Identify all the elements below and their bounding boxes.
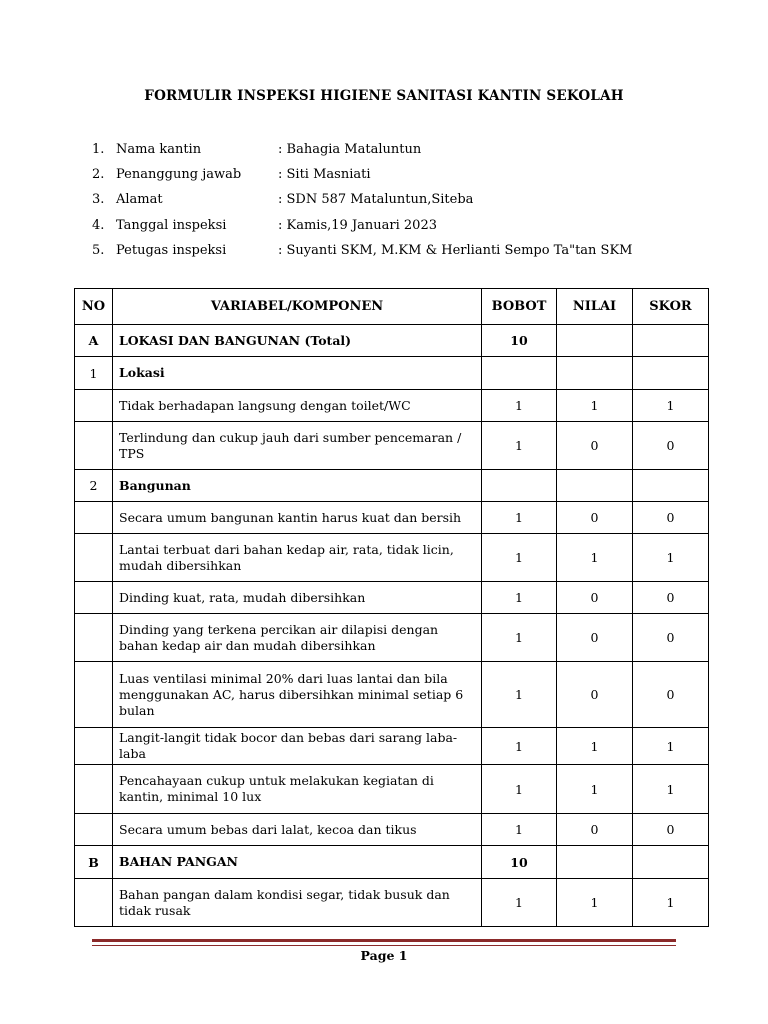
cell-nilai: 0 [557,814,633,846]
info-value: : Siti Masniati [278,167,371,183]
cell-variable: Terlindung dan cukup jauh dari sumber pencemaran / TPS [113,422,482,470]
cell-no [75,728,113,765]
cell-nilai: 1 [557,728,633,765]
cell-bobot: 1 [482,582,557,614]
table-row [75,765,709,814]
cell-variable: Bahan pangan dalam kondisi segar, tidak busuk dan tidak rusak [113,879,482,927]
cell-nilai: 1 [557,765,633,814]
table-row [75,728,709,765]
section-row [75,846,709,879]
cell-skor [633,470,709,502]
cell-no: B [75,846,113,879]
cell-nilai: 0 [557,662,633,728]
info-value: : Kamis,19 Januari 2023 [278,217,437,233]
cell-variable: Luas ventilasi minimal 20% dari luas lantai dan bila menggunakan AC, harus dibersihkan minimal setiap 6 bulan [113,662,482,728]
cell-no [75,422,113,470]
page-number: Page 1 [360,948,408,963]
info-number: 2. [92,167,105,183]
info-value: : Bahagia Mataluntun [278,142,422,158]
cell-bobot: 1 [482,728,557,765]
cell-bobot: 1 [482,390,557,422]
cell-skor: 0 [633,614,709,662]
table-header-row [75,289,709,325]
info-label: Nama kantin [116,142,202,158]
document-title: FORMULIR INSPEKSI HIGIENE SANITASI KANTIN SEKOLAH [144,88,624,104]
cell-skor: 0 [633,422,709,470]
cell-no [75,614,113,662]
cell-no: A [75,325,113,357]
cell-skor: 0 [633,582,709,614]
cell-bobot: 10 [482,325,557,357]
canteen-info-list [92,137,632,263]
inspection-table [74,288,709,927]
table-row [75,614,709,662]
cell-variable: Secara umum bangunan kantin harus kuat dan bersih [113,502,482,534]
cell-skor [633,357,709,390]
cell-no: 1 [75,357,113,390]
info-row-address [92,187,632,212]
cell-skor: 1 [633,765,709,814]
cell-nilai: 0 [557,422,633,470]
header-variable: VARIABEL/KOMPONEN [113,289,482,325]
cell-nilai [557,470,633,502]
table-row [75,879,709,927]
cell-bobot: 1 [482,662,557,728]
cell-bobot [482,357,557,390]
cell-variable: Lokasi [113,357,482,390]
cell-variable: Pencahayaan cukup untuk melakukan kegiatan di kantin, minimal 10 lux [113,765,482,814]
cell-no [75,534,113,582]
info-number: 1. [92,142,105,158]
info-label: Alamat [116,192,163,208]
cell-variable: LOKASI DAN BANGUNAN (Total) [113,325,482,357]
cell-no: 2 [75,470,113,502]
cell-bobot: 1 [482,765,557,814]
cell-skor: 0 [633,662,709,728]
info-label: Tanggal inspeksi [116,217,227,233]
cell-bobot [482,470,557,502]
info-number: 5. [92,242,105,258]
cell-no [75,390,113,422]
cell-bobot: 1 [482,422,557,470]
cell-skor: 1 [633,728,709,765]
table-row [75,422,709,470]
cell-no [75,765,113,814]
info-number: 4. [92,217,105,233]
cell-skor: 1 [633,534,709,582]
footer-rule [92,939,676,942]
cell-nilai: 0 [557,614,633,662]
cell-variable: BAHAN PANGAN [113,846,482,879]
cell-nilai [557,357,633,390]
cell-nilai: 1 [557,534,633,582]
table-row [75,390,709,422]
cell-skor: 0 [633,502,709,534]
table-row [75,534,709,582]
cell-skor [633,325,709,357]
cell-no [75,502,113,534]
cell-skor: 1 [633,390,709,422]
info-label: Petugas inspeksi [116,242,227,258]
cell-no [75,879,113,927]
header-skor: SKOR [633,289,709,325]
cell-skor [633,846,709,879]
cell-variable: Dinding yang terkena percikan air dilapisi dengan bahan kedap air dan mudah dibersihkan [113,614,482,662]
cell-variable: Dinding kuat, rata, mudah dibersihkan [113,582,482,614]
info-value: : Suyanti SKM, M.KM & Herlianti Sempo Ta"tan SKM [278,242,633,258]
cell-nilai: 1 [557,879,633,927]
info-row-responsible-person [92,162,632,187]
cell-nilai: 0 [557,502,633,534]
cell-no [75,582,113,614]
cell-variable: Bangunan [113,470,482,502]
cell-variable: Secara umum bebas dari lalat, kecoa dan tikus [113,814,482,846]
info-row-inspection-date [92,213,632,238]
info-row-canteen-name [92,137,632,162]
cell-bobot: 1 [482,502,557,534]
cell-bobot: 1 [482,614,557,662]
cell-nilai [557,846,633,879]
table-row [75,582,709,614]
cell-variable: Langit-langit tidak bocor dan bebas dari sarang laba-laba [113,728,482,765]
info-row-inspectors [92,238,632,263]
table-row [75,662,709,728]
footer-rule-thin [92,945,676,946]
cell-nilai [557,325,633,357]
header-nilai: NILAI [557,289,633,325]
info-label: Penanggung jawab [116,167,242,183]
section-row [75,325,709,357]
cell-nilai: 1 [557,390,633,422]
cell-bobot: 1 [482,879,557,927]
table-row [75,814,709,846]
cell-bobot: 1 [482,534,557,582]
subsection-row [75,470,709,502]
table-row [75,502,709,534]
cell-skor: 1 [633,879,709,927]
cell-variable: Tidak berhadapan langsung dengan toilet/WC [113,390,482,422]
cell-bobot: 1 [482,814,557,846]
info-value: : SDN 587 Mataluntun,Siteba [278,192,474,208]
cell-no [75,814,113,846]
info-number: 3. [92,192,105,208]
cell-no [75,662,113,728]
cell-skor: 0 [633,814,709,846]
header-bobot: BOBOT [482,289,557,325]
header-no: NO [75,289,113,325]
subsection-row [75,357,709,390]
cell-variable: Lantai terbuat dari bahan kedap air, rata, tidak licin, mudah dibersihkan [113,534,482,582]
cell-nilai: 0 [557,582,633,614]
cell-bobot: 10 [482,846,557,879]
